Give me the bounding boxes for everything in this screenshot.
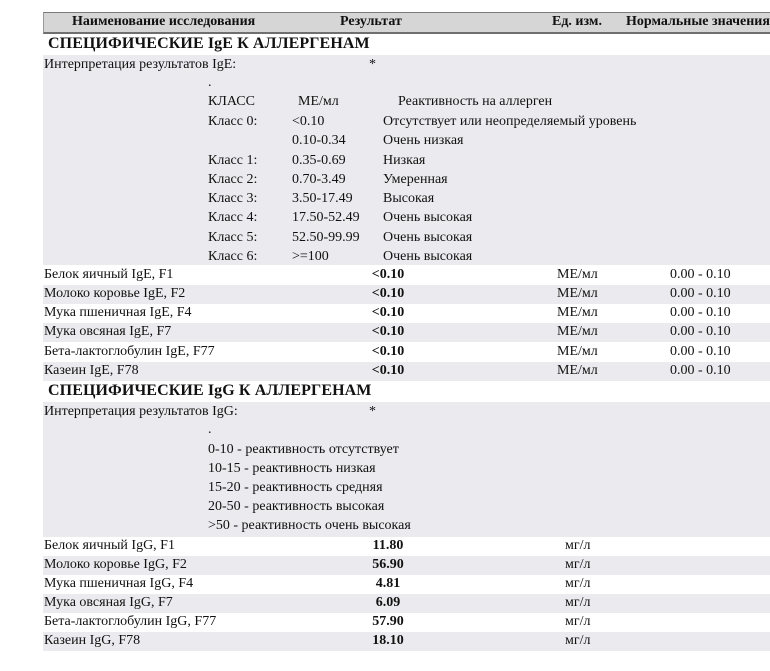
test-norm: 0.00 - 0.10 bbox=[670, 305, 731, 320]
class-range: <0.10 bbox=[292, 114, 325, 129]
test-unit: мг/л bbox=[565, 538, 591, 553]
igg-dot: . bbox=[208, 422, 212, 437]
class-header-reactivity: Реактивность на аллерген bbox=[398, 94, 553, 109]
test-name: Белок яичный IgG, F1 bbox=[44, 538, 175, 553]
table-row bbox=[43, 613, 770, 632]
class-label: Класс 4: bbox=[208, 210, 258, 225]
igg-scale-line: 0-10 - реактивность отсутствует bbox=[208, 442, 399, 457]
table-header bbox=[43, 12, 770, 34]
class-reactivity: Низкая bbox=[383, 153, 426, 168]
table-row bbox=[43, 556, 770, 575]
test-unit: мг/л bbox=[565, 576, 591, 591]
section-title-ige: СПЕЦИФИЧЕСКИЕ IgE К АЛЛЕРГЕНАМ bbox=[48, 35, 370, 52]
test-result: <0.10 bbox=[371, 305, 405, 320]
test-unit: МЕ/мл bbox=[557, 363, 598, 378]
test-name: Казеин IgG, F78 bbox=[44, 633, 141, 648]
test-name: Казеин IgE, F78 bbox=[44, 363, 139, 378]
table-row bbox=[43, 343, 770, 362]
column-header-result: Результат bbox=[340, 14, 402, 29]
test-name: Бета-лактоглобулин IgE, F77 bbox=[44, 344, 215, 359]
igg-interpretation-label: Интерпретация результатов IgG: bbox=[44, 404, 238, 419]
test-norm: 0.00 - 0.10 bbox=[670, 363, 731, 378]
class-label: Класс 3: bbox=[208, 191, 258, 206]
class-range: 52.50-99.99 bbox=[292, 230, 360, 245]
test-result: 6.09 bbox=[375, 595, 401, 610]
table-row bbox=[43, 323, 770, 342]
test-norm: 0.00 - 0.10 bbox=[670, 344, 731, 359]
class-label: Класс 2: bbox=[208, 172, 258, 187]
test-result: 56.90 bbox=[372, 557, 404, 572]
test-name: Мука овсяная IgG, F7 bbox=[44, 595, 173, 610]
class-reactivity: Очень высокая bbox=[383, 230, 473, 245]
test-unit: МЕ/мл bbox=[557, 286, 598, 301]
test-unit: мг/л bbox=[565, 614, 591, 629]
class-header-class: КЛАСС bbox=[208, 94, 255, 109]
table-row bbox=[43, 266, 770, 285]
section-title-igg: СПЕЦИФИЧЕСКИЕ IgG К АЛЛЕРГЕНАМ bbox=[48, 382, 372, 399]
table-row bbox=[43, 285, 770, 304]
class-reactivity: Умеренная bbox=[383, 172, 448, 187]
class-header-unit: МЕ/мл bbox=[298, 94, 339, 109]
class-range: 0.10-0.34 bbox=[292, 133, 346, 148]
class-range: 17.50-52.49 bbox=[292, 210, 360, 225]
test-result: <0.10 bbox=[371, 286, 405, 301]
class-reactivity: Очень высокая bbox=[383, 210, 473, 225]
class-range: 0.70-3.49 bbox=[292, 172, 346, 187]
test-result: <0.10 bbox=[371, 344, 405, 359]
test-unit: мг/л bbox=[565, 557, 591, 572]
class-label: Класс 6: bbox=[208, 249, 258, 264]
test-result: <0.10 bbox=[371, 267, 405, 282]
table-row bbox=[43, 362, 770, 381]
class-reactivity: Очень высокая bbox=[383, 249, 473, 264]
test-result: <0.10 bbox=[371, 324, 405, 339]
ige-dot: . bbox=[208, 75, 212, 90]
class-reactivity: Высокая bbox=[383, 191, 435, 206]
class-range: 3.50-17.49 bbox=[292, 191, 353, 206]
table-row bbox=[43, 537, 770, 556]
column-header-name: Наименование исследования bbox=[72, 14, 256, 29]
ige-interpretation-mark: * bbox=[369, 57, 376, 72]
test-name: Молоко коровье IgE, F2 bbox=[44, 286, 186, 301]
igg-scale-line: 20-50 - реактивность высокая bbox=[208, 499, 385, 514]
class-reactivity: Отсутствует или неопределяемый уровень bbox=[383, 114, 637, 129]
column-header-unit: Ед. изм. bbox=[552, 14, 602, 29]
test-name: Бета-лактоглобулин IgG, F77 bbox=[44, 614, 217, 629]
test-result: 11.80 bbox=[372, 538, 404, 553]
test-unit: МЕ/мл bbox=[557, 267, 598, 282]
igg-scale-line: >50 - реактивность очень высокая bbox=[208, 518, 411, 533]
test-unit: МЕ/мл bbox=[557, 344, 598, 359]
igg-scale-line: 10-15 - реактивность низкая bbox=[208, 461, 376, 476]
test-result: 4.81 bbox=[375, 576, 401, 591]
class-range: 0.35-0.69 bbox=[292, 153, 346, 168]
class-label: Класс 0: bbox=[208, 114, 258, 129]
test-result: <0.10 bbox=[371, 363, 405, 378]
table-row bbox=[43, 632, 770, 651]
igg-interpretation-mark: * bbox=[369, 404, 376, 419]
table-row bbox=[43, 594, 770, 613]
test-norm: 0.00 - 0.10 bbox=[670, 324, 731, 339]
test-norm: 0.00 - 0.10 bbox=[670, 267, 731, 282]
test-name: Молоко коровье IgG, F2 bbox=[44, 557, 187, 572]
column-header-norm: Нормальные значения bbox=[626, 14, 770, 29]
test-norm: 0.00 - 0.10 bbox=[670, 286, 731, 301]
test-name: Мука пшеничная IgE, F4 bbox=[44, 305, 192, 320]
test-unit: мг/л bbox=[565, 633, 591, 648]
class-label: Класс 1: bbox=[208, 153, 258, 168]
ige-interpretation-label: Интерпретация результатов IgE: bbox=[44, 57, 237, 72]
class-reactivity: Очень низкая bbox=[383, 133, 464, 148]
test-unit: мг/л bbox=[565, 595, 591, 610]
test-result: 18.10 bbox=[372, 633, 404, 648]
igg-scale-line: 15-20 - реактивность средняя bbox=[208, 480, 383, 495]
test-result: 57.90 bbox=[372, 614, 404, 629]
class-label: Класс 5: bbox=[208, 230, 258, 245]
test-name: Белок яичный IgE, F1 bbox=[44, 267, 174, 282]
test-name: Мука пшеничная IgG, F4 bbox=[44, 576, 194, 591]
table-row bbox=[43, 304, 770, 323]
class-range: >=100 bbox=[292, 249, 329, 264]
igg-interpretation-block bbox=[43, 402, 770, 537]
ige-interpretation-block bbox=[43, 55, 770, 265]
test-unit: МЕ/мл bbox=[557, 324, 598, 339]
test-unit: МЕ/мл bbox=[557, 305, 598, 320]
test-name: Мука овсяная IgE, F7 bbox=[44, 324, 172, 339]
table-row bbox=[43, 575, 770, 594]
